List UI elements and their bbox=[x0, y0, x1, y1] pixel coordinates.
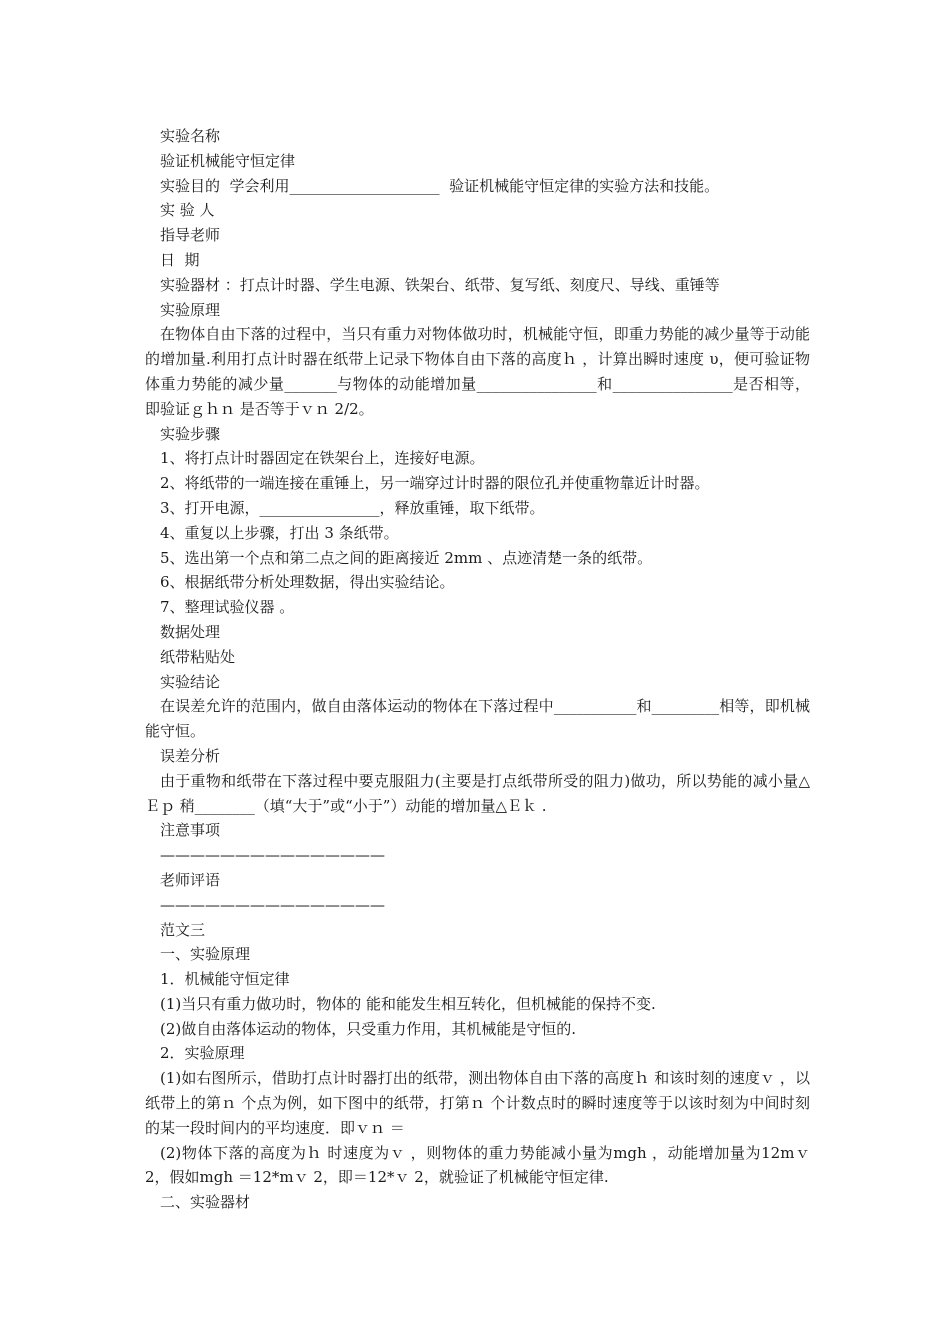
step-item: 4、重复以上步骤，打出 3 条纸带。 bbox=[160, 523, 399, 542]
section-equipment: 二、实验器材 bbox=[160, 1193, 251, 1212]
step-item: 1、将打点计时器固定在铁架台上，连接好电源。 bbox=[160, 449, 485, 468]
item-conservation-1: (1)当只有重力做功时，物体的 能和能发生相互转化，但机械能的保持不变. bbox=[160, 994, 656, 1013]
document-body bbox=[145, 124, 810, 1215]
line-teacher: 指导老师 bbox=[160, 226, 221, 245]
step-item: 7、整理试验仪器 。 bbox=[160, 598, 295, 617]
conclusion-paragraph: 在误差允许的范围内，做自由落体运动的物体在下落过程中___________和_________相等，即机械能守恒。 bbox=[145, 697, 810, 741]
steps-title: 实验步骤 bbox=[160, 424, 221, 443]
subsection-principle: 2．实验原理 bbox=[160, 1044, 245, 1063]
line-title-value: 验证机械能守恒定律 bbox=[160, 151, 296, 170]
tape-paste-area: 纸带粘贴处 bbox=[160, 647, 236, 666]
line-date: 日 期 bbox=[160, 250, 200, 269]
step-item: 2、将纸带的一端连接在重锤上，另一端穿过计时器的限位孔并使重物靠近计时器。 bbox=[160, 474, 710, 493]
section-principle: 一、实验原理 bbox=[160, 945, 251, 964]
line-purpose: 实验目的 学会利用____________________ 验证机械能守恒定律的实验方法和技能。 bbox=[160, 176, 720, 195]
line-experimenter: 实 验 人 bbox=[160, 201, 215, 220]
error-title: 误差分析 bbox=[160, 746, 221, 765]
item-conservation-2: (2)做自由落体运动的物体，只受重力作用，其机械能是守恒的. bbox=[160, 1019, 577, 1038]
principle-item-2: (2)物体下落的高度为ｈ 时速度为ｖ ，则物体的重力势能减小量为mgh ，动能增加量为12mｖ 2，假如mgh ＝12*mｖ 2，即＝12*ｖ 2，就验证了机械能守恒定律. bbox=[145, 1143, 810, 1187]
subsection-conservation: 1．机械能守恒定律 bbox=[160, 970, 290, 989]
data-processing-title: 数据处理 bbox=[160, 622, 221, 641]
line-equipment: 实验器材 ：打点计时器、学生电源、铁架台、纸带、复写纸、刻度尺、导线、重锤等 bbox=[160, 275, 720, 294]
line-principle-title: 实验原理 bbox=[160, 300, 221, 319]
principle-paragraph: 在物体自由下落的过程中，当只有重力对物体做功时，机械能守恒，即重力势能的减少量等于动能的增加量.利用打点计时器在纸带上记录下物体自由下落的高度ｈ ，计算出瞬时速度 υ，便可验证物体重力势能的减少量_______与物体的动能增加量________________和________________是否相等，即验证ｇｈｎ 是否等于ｖｎ 2/2。 bbox=[145, 325, 810, 418]
conclusion-title: 实验结论 bbox=[160, 672, 221, 691]
line-title-label: 实验名称 bbox=[160, 127, 221, 145]
step-item: 3、打开电源，________________，释放重锤，取下纸带。 bbox=[160, 498, 545, 517]
error-paragraph: 由于重物和纸带在下落过程中要克服阻力(主要是打点纸带所受的阻力)做功，所以势能的减小量△Ｅｐ 稍________（填“大于”或“小于”）动能的增加量△Ｅｋ . bbox=[145, 771, 810, 815]
notes-line: ——————————————— bbox=[160, 846, 385, 865]
principle-item-1: (1)如右图所示，借助打点计时器打出的纸带，测出物体自由下落的高度ｈ 和该时刻的速度ｖ ，以纸带上的第ｎ 个点为例，如下图中的纸带，打第ｎ 个计数点时的瞬时速度等于以该时刻为中间时刻的某一段时间内的平均速度．即ｖｎ ＝ bbox=[145, 1069, 810, 1137]
step-item: 5、选出第一个点和第二点之间的距离接近 2mm 、点迹清楚一条的纸带。 bbox=[160, 548, 653, 567]
sample-three-title: 范文三 bbox=[160, 920, 206, 939]
teacher-comment-line: ——————————————— bbox=[160, 895, 385, 914]
notes-title: 注意事项 bbox=[160, 821, 221, 840]
step-item: 6、根据纸带分析处理数据，得出实验结论。 bbox=[160, 573, 455, 592]
teacher-comment-title: 老师评语 bbox=[160, 870, 221, 889]
